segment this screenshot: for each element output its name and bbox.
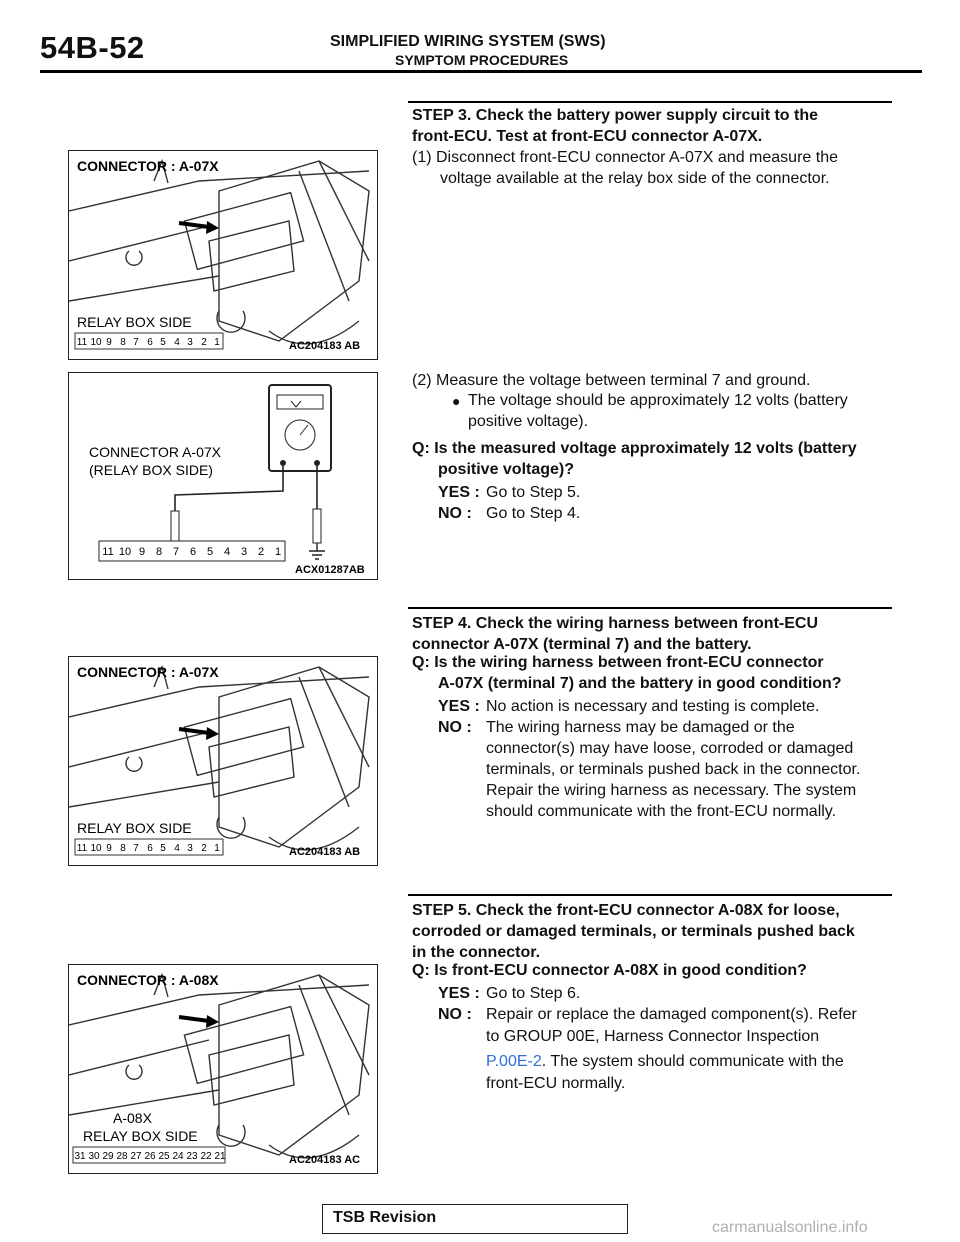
pin-label: 9 [106, 337, 112, 348]
step5-yes-text: Go to Step 6. [486, 985, 581, 1002]
pin-label: 2 [201, 337, 207, 348]
connector-illustration [69, 151, 377, 359]
pin-label: 5 [160, 337, 166, 348]
pin-label: 22 [200, 1151, 212, 1162]
pin-label: 9 [138, 546, 146, 558]
step3-bullet-line: positive voltage). [468, 413, 589, 430]
header-rule [40, 70, 922, 73]
step5-no-line [486, 1051, 896, 1073]
section-subtitle: SYMPTOM PROCEDURES [395, 52, 569, 68]
tsb-revision-label: TSB Revision [333, 1209, 437, 1226]
pin-label: 30 [88, 1151, 100, 1162]
pin-label: 26 [144, 1151, 156, 1162]
pin-label: 31 [74, 1151, 86, 1162]
step4-title-line: STEP 4. Check the wiring harness between front-ECU [412, 615, 819, 632]
pin-label: 4 [174, 843, 180, 854]
step4-question-line: A-07X (terminal 7) and the battery in good condition? [438, 675, 842, 692]
step5-no-line: front-ECU normally. [486, 1075, 626, 1092]
pin-label: 3 [187, 337, 193, 348]
step3-bullet-line: The voltage should be approximately 12 volts (battery [468, 392, 848, 409]
step4-no-label: NO : [438, 719, 472, 736]
pin-label: 1 [214, 843, 220, 854]
connector-illustration [69, 965, 377, 1173]
watermark: carmanualsonline.info [712, 1219, 868, 1236]
pin-label: 10 [90, 843, 102, 854]
pin-label: 8 [120, 843, 126, 854]
pin-label: 29 [102, 1151, 114, 1162]
step5-no-line-rest: . The system should communicate with the [541, 1053, 844, 1070]
reference-link-p00e-2[interactable]: P.00E-2 [486, 1053, 542, 1070]
fig2-code: ACX01287AB [295, 564, 365, 576]
pin-label: 2 [201, 843, 207, 854]
fig3-pin-row [75, 839, 223, 855]
pin-label: 6 [147, 843, 153, 854]
pin-label: 5 [160, 843, 166, 854]
fig3-connector-label: CONNECTOR : A-07X [77, 664, 219, 680]
step3-bullet [468, 390, 848, 432]
pin-label: 1 [274, 546, 282, 558]
step3-no-text: Go to Step 4. [486, 505, 581, 522]
fig2-label-line2: (RELAY BOX SIDE) [89, 462, 213, 478]
pin-label: 1 [214, 337, 220, 348]
step3-rule [408, 101, 892, 103]
fig4-code: AC204183 AC [289, 1154, 361, 1166]
fig2-label-line1: CONNECTOR A-07X [89, 444, 221, 460]
step5-question: Q: Is front-ECU connector A-08X in good condition? [412, 962, 807, 979]
step3-question-line: positive voltage)? [438, 461, 575, 478]
step5-rule [408, 894, 892, 896]
step4-rule [408, 607, 892, 609]
pin-label: 6 [189, 546, 197, 558]
step3-sub1-line: voltage available at the relay box side of the connector. [440, 170, 830, 187]
pin-label: 25 [158, 1151, 170, 1162]
section-title: SIMPLIFIED WIRING SYSTEM (SWS) [330, 33, 606, 50]
step5-yes-label: YES : [438, 985, 480, 1002]
fig4-connector-label: CONNECTOR : A-08X [77, 972, 219, 988]
step5-no-label: NO : [438, 1006, 472, 1023]
step3-title-line: front-ECU. Test at front-ECU connector A-07X. [412, 128, 763, 145]
step3-question [412, 438, 857, 480]
pin-label: 10 [90, 337, 102, 348]
step4-question [412, 652, 842, 694]
pin-label: 2 [257, 546, 265, 558]
pin-label: 28 [116, 1151, 128, 1162]
pin-label: 11 [76, 337, 88, 348]
step5-no-text [486, 1004, 896, 1095]
pin-label: 3 [240, 546, 248, 558]
step4-no-line: should communicate with the front-ECU normally. [486, 803, 837, 820]
pin-label: 4 [174, 337, 180, 348]
step4-no-line: The wiring harness may be damaged or the [486, 719, 795, 736]
pin-label: 11 [76, 843, 88, 854]
step3-title [412, 105, 894, 147]
pin-label: 21 [214, 1151, 226, 1162]
step3-yes-label: YES : [438, 484, 480, 501]
fig4-pin-row [73, 1147, 226, 1163]
figure-connector-a07x-1 [68, 150, 378, 360]
step4-no-line: Repair the wiring harness as necessary. The system [486, 782, 857, 799]
pin-label: 8 [120, 337, 126, 348]
pin-label: 8 [155, 546, 163, 558]
step5-title-line: in the connector. [412, 944, 541, 961]
pin-label: 6 [147, 337, 153, 348]
pin-label: 5 [206, 546, 214, 558]
step4-title [412, 613, 894, 655]
pin-label: 4 [223, 546, 231, 558]
step4-question-line: Q: Is the wiring harness between front-ECU connector [412, 654, 824, 671]
step5-title-line: STEP 5. Check the front-ECU connector A-08X for loose, [412, 902, 840, 919]
step3-title-line: STEP 3. Check the battery power supply circuit to the [412, 107, 819, 124]
pin-label: 7 [133, 843, 139, 854]
step3-sub1 [412, 147, 838, 189]
step3-sub1-line: (1) Disconnect front-ECU connector A-07X and measure the [412, 149, 838, 166]
pin-label: 7 [133, 337, 139, 348]
fig3-code: AC204183 AB [289, 846, 361, 858]
pin-label: 7 [172, 546, 180, 558]
pin-label: 23 [186, 1151, 198, 1162]
step4-no-line: terminals, or terminals pushed back in the connector. [486, 761, 861, 778]
step3-yes-text: Go to Step 5. [486, 484, 581, 501]
step5-title [412, 900, 894, 963]
fig2-pin-row [99, 541, 285, 561]
fig3-side-label: RELAY BOX SIDE [77, 820, 192, 836]
pin-label: 11 [102, 546, 114, 558]
step4-yes-label: YES : [438, 698, 480, 715]
step3-question-line: Q: Is the measured voltage approximately 12 volts (battery [412, 440, 857, 457]
step5-no-line: to GROUP 00E, Harness Connector Inspection [486, 1028, 820, 1045]
pin-label: 27 [130, 1151, 142, 1162]
pin-label: 3 [187, 843, 193, 854]
bullet-icon: ● [452, 393, 461, 409]
fig1-side-label: RELAY BOX SIDE [77, 314, 192, 330]
figure-connector-a07x-2 [68, 656, 378, 866]
pin-label: 24 [172, 1151, 184, 1162]
step5-title-line: corroded or damaged terminals, or terminals pushed back [412, 923, 855, 940]
connector-illustration [69, 657, 377, 865]
fig1-code: AC204183 AB [289, 340, 361, 352]
fig4-side-label: RELAY BOX SIDE [83, 1128, 198, 1144]
fig1-pin-row [75, 333, 223, 349]
voltmeter-illustration [69, 373, 377, 579]
figure-connector-a08x [68, 964, 378, 1174]
step4-yes-text: No action is necessary and testing is complete. [486, 698, 820, 715]
step4-title-line: connector A-07X (terminal 7) and the battery. [412, 636, 752, 653]
fig1-connector-label: CONNECTOR : A-07X [77, 158, 219, 174]
step4-no-text [486, 717, 896, 822]
fig4-connector-short: A-08X [113, 1110, 152, 1126]
page-number: 54B-52 [40, 30, 145, 65]
step4-no-line: connector(s) may have loose, corroded or damaged [486, 740, 854, 757]
pin-label: 10 [118, 546, 132, 558]
pin-label: 9 [106, 843, 112, 854]
figure-voltmeter-test [68, 372, 378, 580]
step5-no-line: Repair or replace the damaged component(s). Refer [486, 1006, 857, 1023]
step3-sub2: (2) Measure the voltage between terminal 7 and ground. [412, 372, 811, 389]
step3-no-label: NO : [438, 505, 472, 522]
